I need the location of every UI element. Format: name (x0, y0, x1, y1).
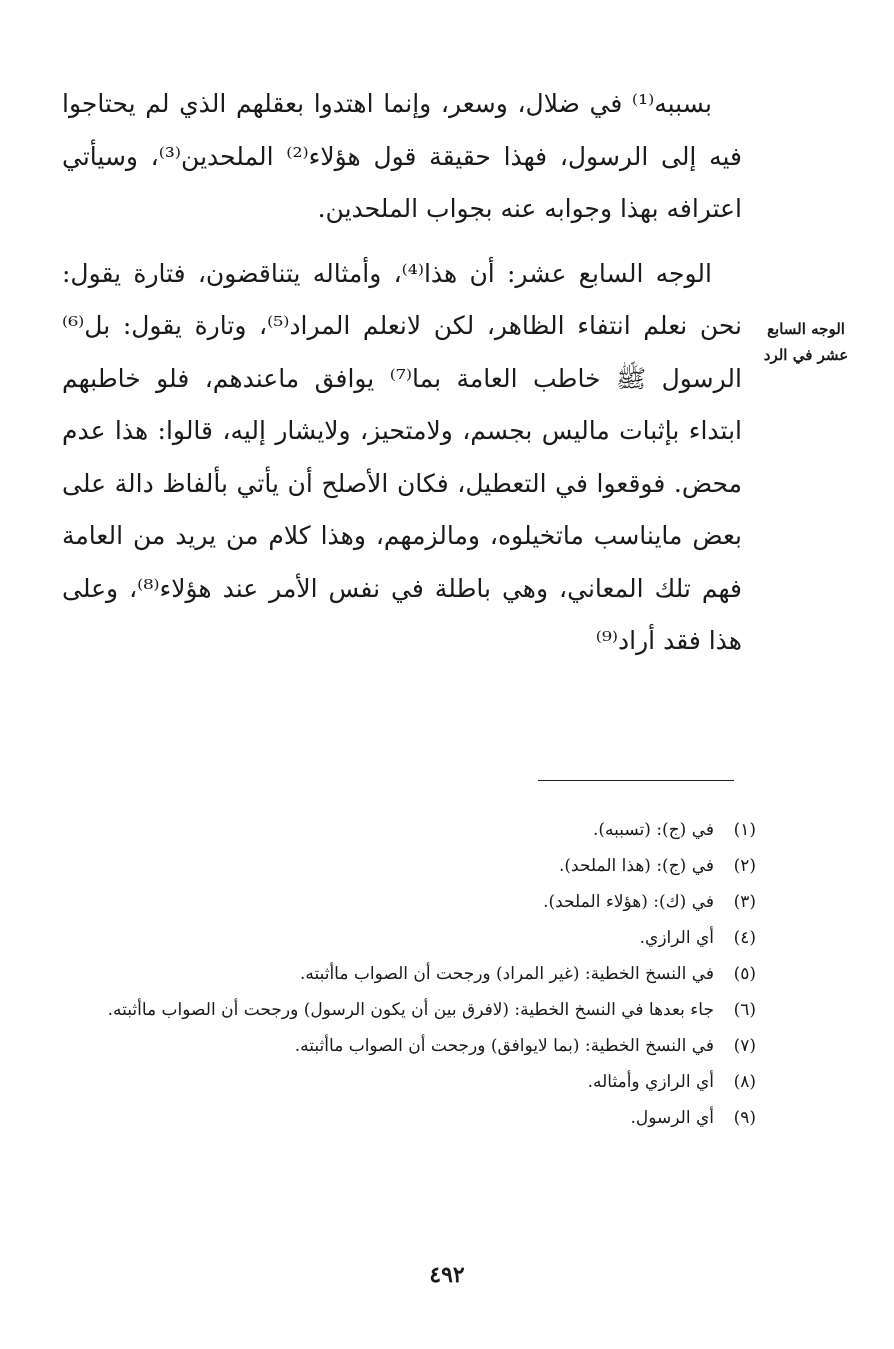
footnote-item (62, 1100, 762, 1136)
footnote-number: (١) (733, 820, 756, 840)
footnote-text: أي الرسول. (630, 1108, 714, 1128)
footnote-number: (٥) (733, 964, 756, 984)
footnote-item (62, 1064, 762, 1100)
footnote-text: في النسخ الخطية: (بما لايوافق) ورجحت أن الصواب ماأثبته. (294, 1036, 714, 1056)
footnote-text: أي الرازي وأمثاله. (587, 1072, 714, 1092)
footnote-number: (٧) (733, 1036, 756, 1056)
footnote-number: (٩) (733, 1108, 756, 1128)
footnote-item (62, 920, 762, 956)
footnote-item (62, 956, 762, 992)
footnote-item (62, 812, 762, 848)
footnote-item (62, 884, 762, 920)
footnote-item (62, 992, 762, 1028)
footnote-text: جاء بعدها في النسخ الخطية: (لافرق بين أن يكون الرسول) ورجحت أن الصواب ماأثبته. (107, 1000, 714, 1020)
footnote-number: (٦) (733, 1000, 756, 1020)
footnote-text: في (ك): (هؤلاء الملحد). (543, 892, 714, 912)
footnote-text: في (ج): (تسببه). (592, 820, 714, 840)
footnote-separator (538, 780, 734, 781)
footnote-text: في النسخ الخطية: (غير المراد) ورجحت أن الصواب ماأثبته. (299, 964, 714, 984)
footnote-number: (٨) (733, 1072, 756, 1092)
footnote-number: (٤) (733, 928, 756, 948)
paragraph-continuation: بسببه⁽¹⁾ في ضلال، وسعر، وإنما اهتدوا بعقلهم الذي لم يحتاجوا فيه إلى الرسول، فهذا حقيقة قول هؤلاء⁽²⁾ الملحدين⁽³⁾، وسيأتي اعترافه بهذا وجوابه عنه بجواب الملحدين. (62, 89, 742, 223)
footnote-item (62, 848, 762, 884)
footnote-text: في (ج): (هذا الملحد). (558, 856, 714, 876)
footnote-number: (٢) (733, 856, 756, 876)
main-text-block (62, 78, 742, 668)
footnote-number: (٣) (733, 892, 756, 912)
margin-heading: الوجه السابع عشر في الرد (763, 320, 849, 364)
footnotes-list (62, 812, 762, 1136)
paragraph-seventeenth-aspect: الوجه السابع عشر: أن هذا⁽⁴⁾، وأمثاله يتناقضون، فتارة يقول: نحن نعلم انتفاء الظاهر، لكن لانعلم المراد⁽⁵⁾، وتارة يقول: بل⁽⁶⁾ الرسول ﷺ خاطب العامة بما⁽⁷⁾ يوافق ماعندهم، فلو خاطبهم ابتداء بإثبات ماليس بجسم، ولامتحيز، ولايشار إليه، قالوا: هذا عدم محض. فوقعوا في التعطيل، فكان الأصلح أن يأتي بألفاظ دالة على بعض مايناسب ماتخيلوه، ومالزمهم، وهذا كلام من يريد من العامة فهم تلك المعاني، وهي باطلة في نفس الأمر عند هؤلاء⁽⁸⁾، وعلى هذا فقد أراد⁽⁹⁾ (62, 258, 742, 655)
page-number: ٤٩٢ (429, 1262, 465, 1288)
footnote-text: أي الرازي. (639, 928, 714, 948)
footnote-item (62, 1028, 762, 1064)
